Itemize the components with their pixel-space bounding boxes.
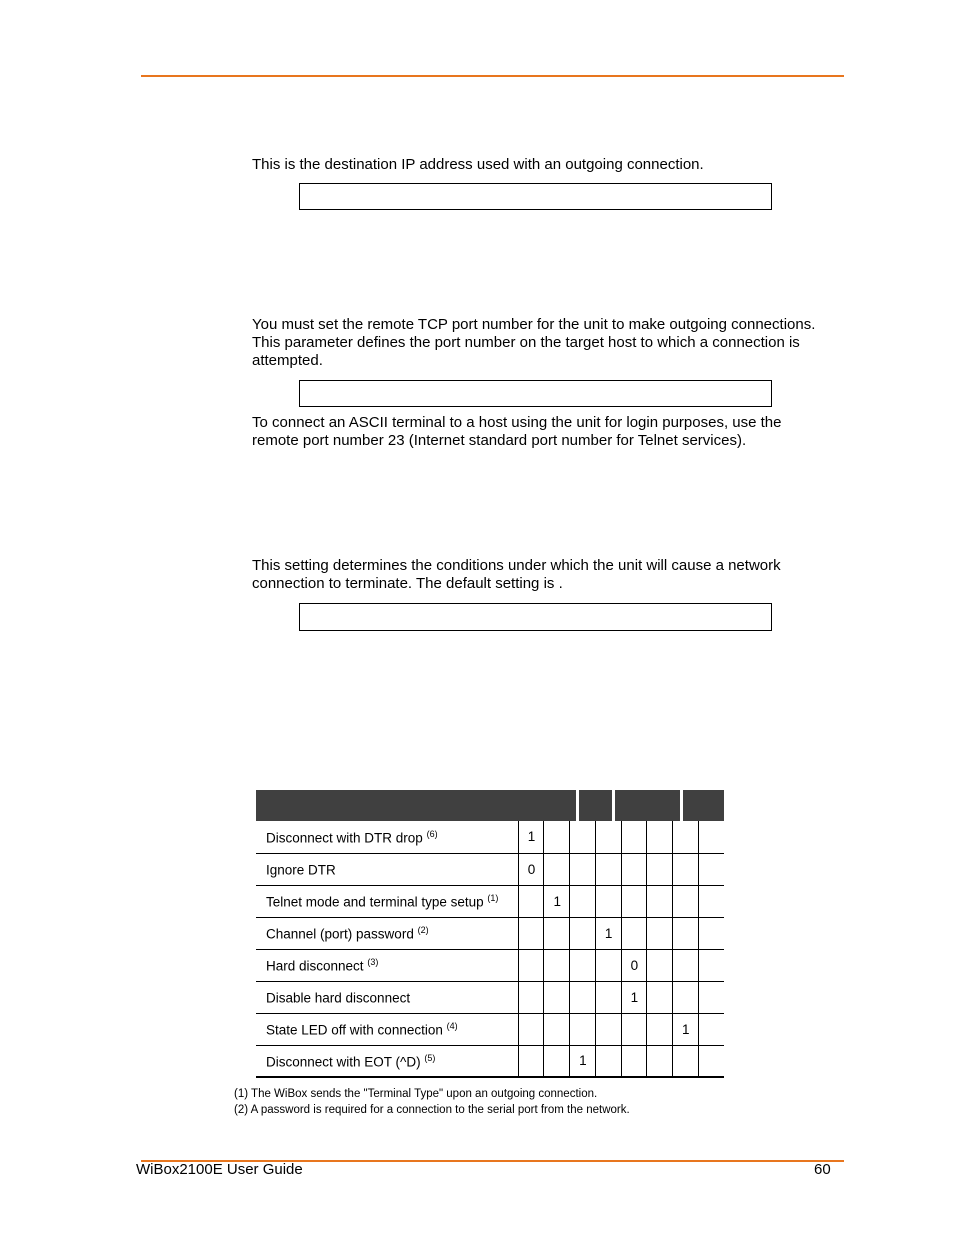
row-label: Disable hard disconnect xyxy=(266,990,411,1006)
port-paragraph: You must set the remote TCP port number for the unit to make outgoing connections. This parameter defines the port number on the target host to which a connection is attempted. xyxy=(252,316,816,369)
bit-cell xyxy=(570,885,596,917)
footnote-ref: (4) xyxy=(446,1020,458,1031)
footnote-ref: (2) xyxy=(417,924,429,935)
bit-cell xyxy=(672,1045,698,1077)
bit-cell xyxy=(647,853,673,885)
row-label: Disconnect with EOT (^D) xyxy=(266,1054,421,1069)
bit-cell xyxy=(621,917,647,949)
bit-cell xyxy=(647,1045,673,1077)
bit-cell: 1 xyxy=(621,981,647,1013)
bit-cell xyxy=(544,981,570,1013)
footnote-ref: (3) xyxy=(367,956,379,967)
footnote-ref: (5) xyxy=(424,1052,436,1063)
disconnect-mode-table xyxy=(256,821,724,1078)
bit-cell: 1 xyxy=(672,1013,698,1045)
bit-cell xyxy=(544,821,570,853)
footnote-2: (2) A password is required for a connection to the serial port from the network. xyxy=(234,1104,630,1116)
bit-cell: 1 xyxy=(595,917,621,949)
bit-cell xyxy=(518,1045,544,1077)
bit-cell xyxy=(698,1045,724,1077)
bit-cell xyxy=(570,1013,596,1045)
table-header-cell xyxy=(683,790,724,821)
bit-cell xyxy=(672,885,698,917)
row-label: Ignore DTR xyxy=(266,862,336,878)
bit-cell xyxy=(570,981,596,1013)
bit-cell xyxy=(647,1013,673,1045)
row-label-cell xyxy=(256,853,518,885)
table-header xyxy=(256,790,576,821)
bit-cell xyxy=(698,821,724,853)
footer-title: WiBox2100E User Guide xyxy=(136,1161,303,1178)
bit-cell xyxy=(544,1013,570,1045)
code-box-disconnect xyxy=(299,603,772,631)
table-row xyxy=(256,949,724,981)
bit-cell xyxy=(544,917,570,949)
bit-cell xyxy=(647,981,673,1013)
bit-cell: 0 xyxy=(518,853,544,885)
bit-cell xyxy=(672,853,698,885)
row-label-cell xyxy=(256,1013,518,1045)
bit-cell xyxy=(647,821,673,853)
bit-cell xyxy=(570,949,596,981)
bit-cell xyxy=(647,885,673,917)
row-label-cell xyxy=(256,981,518,1013)
table-row xyxy=(256,917,724,949)
bit-cell xyxy=(698,981,724,1013)
bit-cell xyxy=(621,1013,647,1045)
footnote-ref: (6) xyxy=(426,828,438,839)
bit-cell xyxy=(647,949,673,981)
bit-cell xyxy=(570,853,596,885)
bit-cell xyxy=(518,949,544,981)
table-row xyxy=(256,853,724,885)
page-number: 60 xyxy=(814,1161,831,1178)
table-row xyxy=(256,981,724,1013)
row-label: State LED off with connection xyxy=(266,1022,443,1038)
bit-cell xyxy=(544,853,570,885)
bit-cell xyxy=(672,917,698,949)
row-label-cell xyxy=(256,821,518,853)
bit-cell xyxy=(518,885,544,917)
intro-paragraph: This is the destination IP address used with an outgoing connection. xyxy=(252,156,704,173)
telnet-paragraph: To connect an ASCII terminal to a host using the unit for login purposes, use the remote port number 23 (Internet standard port number for Telnet services). xyxy=(252,414,782,449)
footnote-ref: (1) xyxy=(487,892,499,903)
bit-cell: 0 xyxy=(621,949,647,981)
bit-cell xyxy=(595,821,621,853)
bit-cell xyxy=(672,981,698,1013)
bit-cell xyxy=(595,885,621,917)
code-box-port xyxy=(299,380,772,407)
bit-cell xyxy=(595,1013,621,1045)
bit-cell xyxy=(698,885,724,917)
bit-cell xyxy=(621,1045,647,1077)
bit-cell xyxy=(544,1045,570,1077)
table-header-cell xyxy=(579,790,612,821)
bit-cell xyxy=(595,1045,621,1077)
bit-cell xyxy=(621,853,647,885)
bit-cell xyxy=(621,885,647,917)
bit-cell xyxy=(595,949,621,981)
footnote-1: (1) The WiBox sends the "Terminal Type" upon an outgoing connection. xyxy=(234,1088,598,1100)
bit-cell xyxy=(647,917,673,949)
row-label: Disconnect with DTR drop xyxy=(266,830,423,845)
bit-cell xyxy=(698,1013,724,1045)
row-label: Hard disconnect xyxy=(266,958,364,974)
bit-cell xyxy=(621,821,647,853)
bit-cell: 1 xyxy=(518,821,544,853)
bit-cell xyxy=(672,821,698,853)
bit-cell xyxy=(595,981,621,1013)
bit-cell xyxy=(570,917,596,949)
row-label-cell xyxy=(256,917,518,949)
table-header-cell xyxy=(615,790,680,821)
bit-cell xyxy=(698,853,724,885)
bit-cell: 1 xyxy=(570,1045,596,1077)
table-row xyxy=(256,821,724,853)
row-label-cell xyxy=(256,1045,518,1077)
table-row xyxy=(256,1045,724,1077)
code-box-ip xyxy=(299,183,772,210)
row-label-cell xyxy=(256,949,518,981)
disconnect-paragraph: This setting determines the conditions under which the unit will cause a network connection to terminate. The default setting is . xyxy=(252,557,781,592)
bit-cell xyxy=(544,949,570,981)
row-label-cell xyxy=(256,885,518,917)
bit-cell xyxy=(570,821,596,853)
row-label: Telnet mode and terminal type setup xyxy=(266,894,484,910)
bit-cell xyxy=(518,917,544,949)
bit-cell xyxy=(595,853,621,885)
table-row xyxy=(256,1013,724,1045)
bit-cell xyxy=(518,1013,544,1045)
row-label: Channel (port) password xyxy=(266,926,414,942)
table-row xyxy=(256,885,724,917)
bit-cell xyxy=(698,949,724,981)
bit-cell xyxy=(518,981,544,1013)
bit-cell xyxy=(672,949,698,981)
header-rule xyxy=(141,75,844,77)
bit-cell: 1 xyxy=(544,885,570,917)
bit-cell xyxy=(698,917,724,949)
